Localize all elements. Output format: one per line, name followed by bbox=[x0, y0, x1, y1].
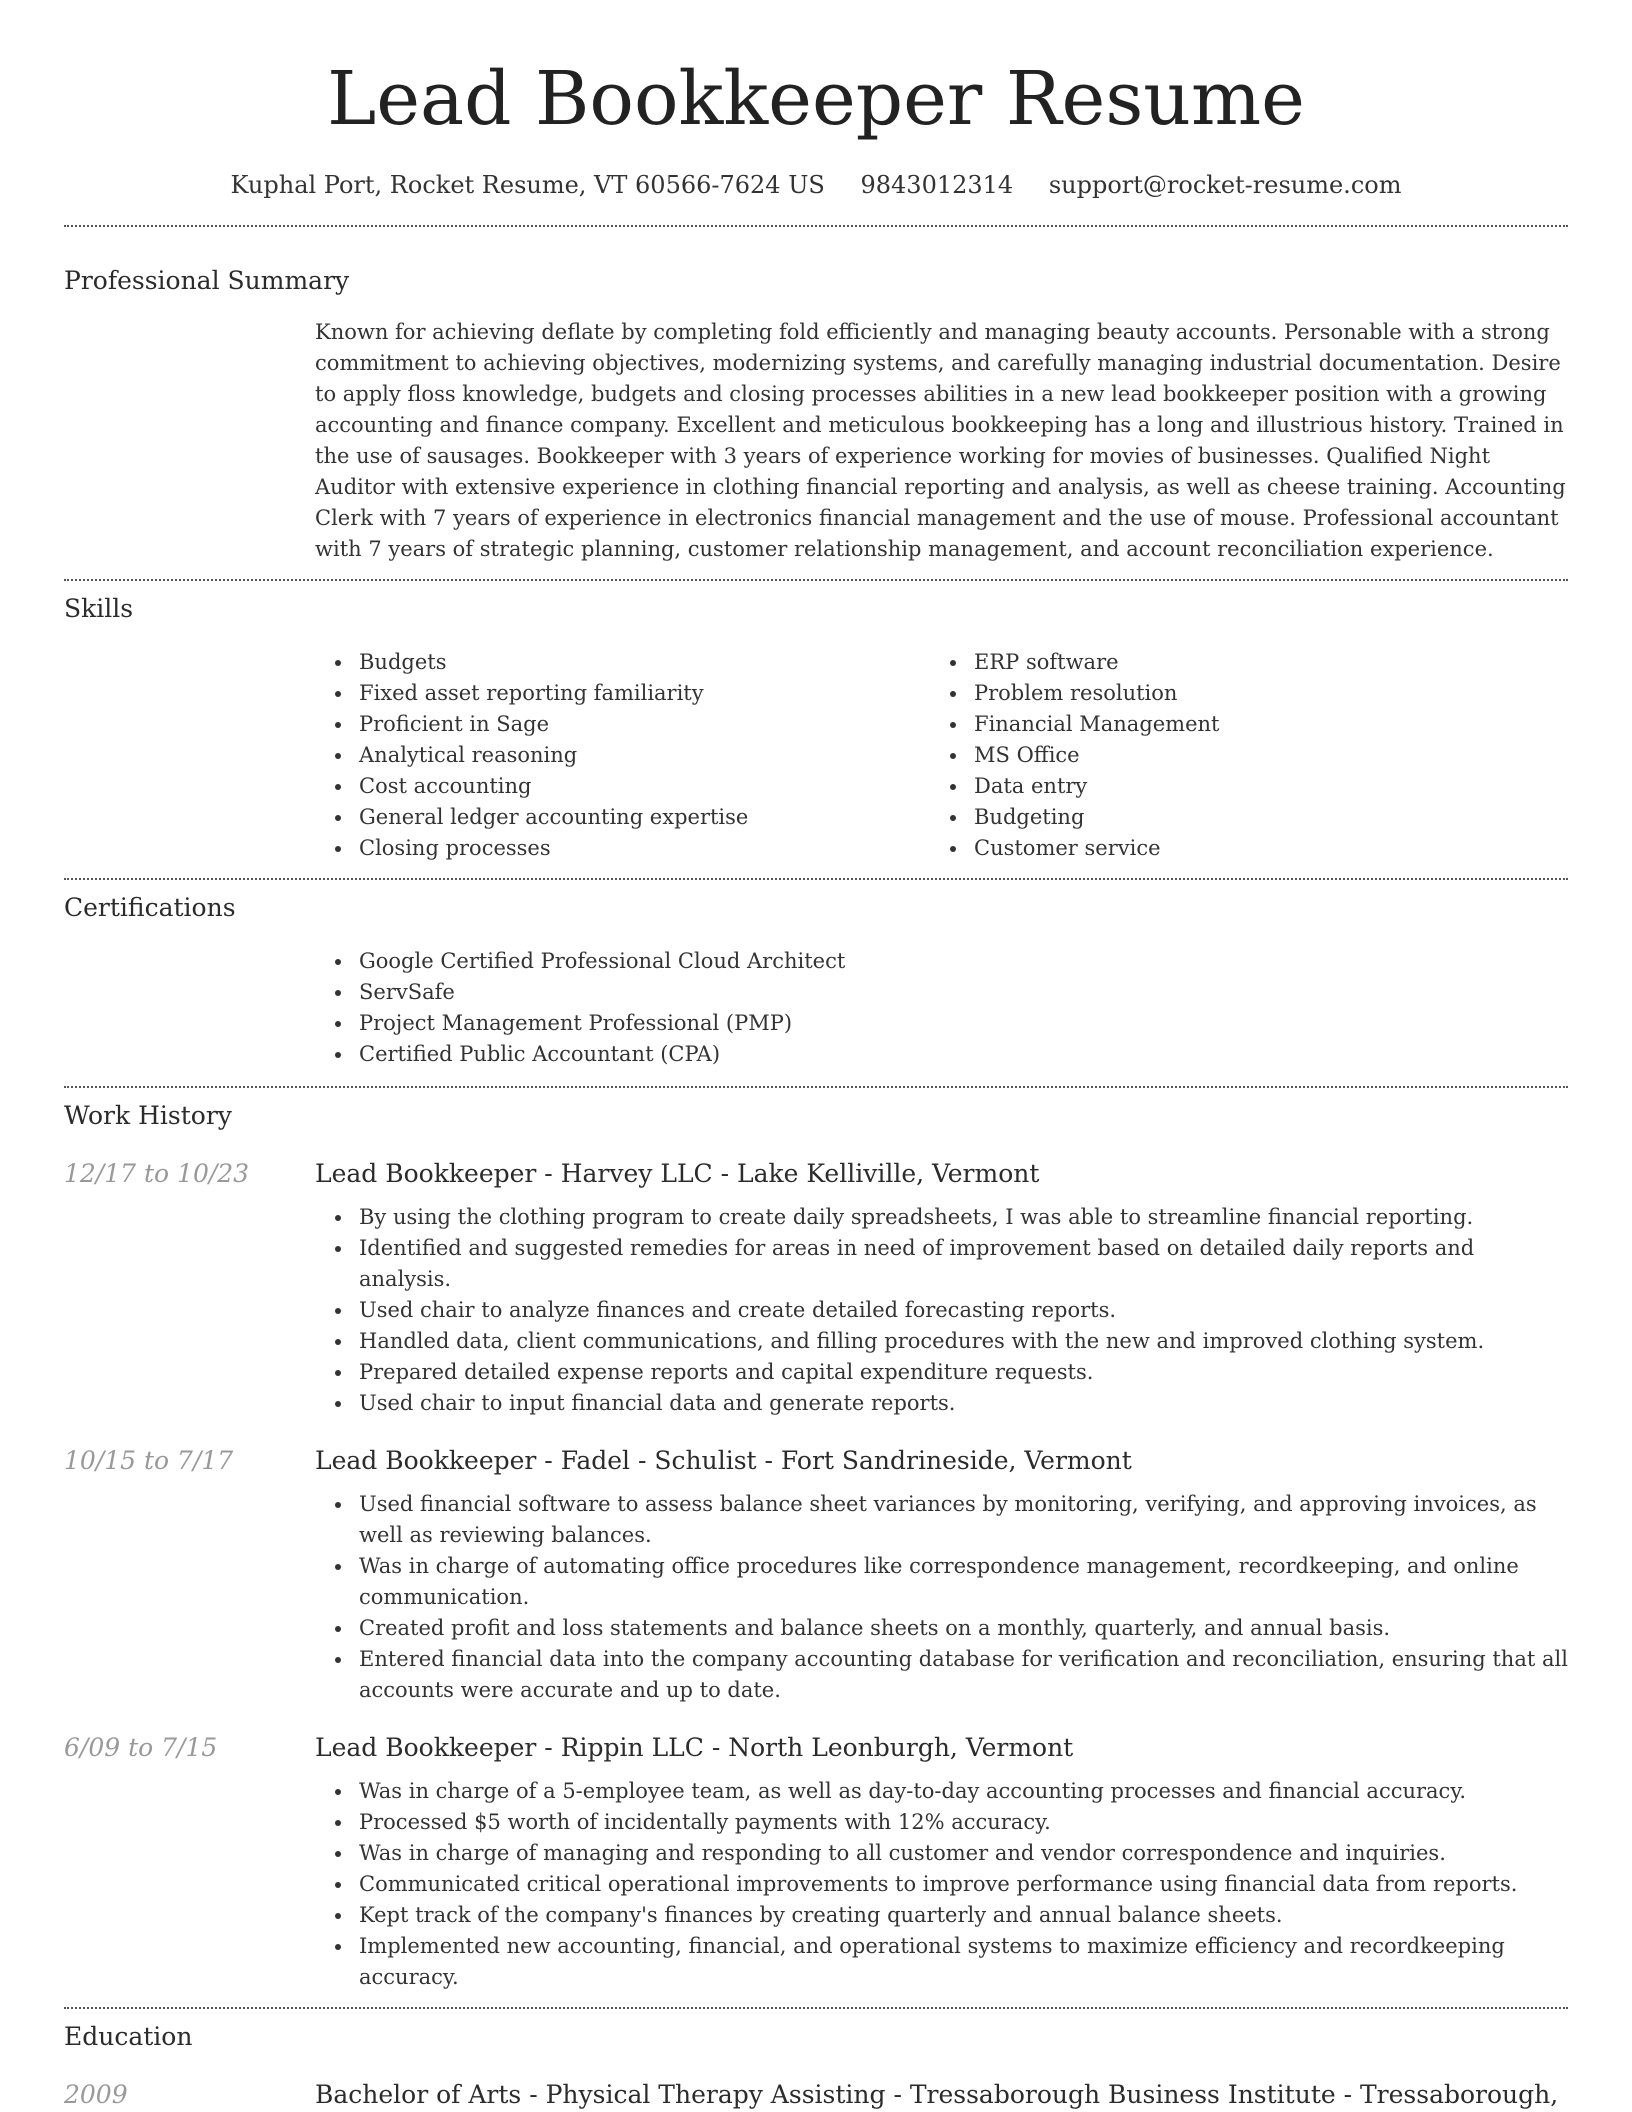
job-bullet: Was in charge of automating office procedures like correspondence management, recordkeeping, and online communication. bbox=[315, 1551, 1568, 1613]
skills-column-right bbox=[930, 647, 1545, 864]
divider bbox=[64, 1086, 1568, 1088]
skill-item: General ledger accounting expertise bbox=[315, 802, 930, 833]
job-bullet: Was in charge of a 5-employee team, as well as day-to-day accounting processes and financial accuracy. bbox=[315, 1776, 1568, 1807]
summary-heading: Professional Summary bbox=[64, 266, 350, 295]
job-bullet: Used financial software to assess balance sheet variances by monitoring, verifying, and approving invoices, as well as reviewing balances. bbox=[315, 1489, 1568, 1551]
work-history-section bbox=[64, 1100, 1568, 1993]
skill-item: MS Office bbox=[930, 740, 1545, 771]
education-section bbox=[64, 2021, 1568, 2112]
job-bullet: Handled data, client communications, and filling procedures with the new and improved clothing system. bbox=[315, 1326, 1568, 1357]
skills-section bbox=[64, 593, 1568, 864]
skill-item: Budgeting bbox=[930, 802, 1545, 833]
skill-item: Budgets bbox=[315, 647, 930, 678]
job-bullet: Implemented new accounting, financial, and operational systems to maximize efficiency and recordkeeping accuracy. bbox=[315, 1931, 1568, 1993]
skill-item: Customer service bbox=[930, 833, 1545, 864]
job-title: Lead Bookkeeper - Fadel - Schulist - Fort Sandrineside, Vermont bbox=[315, 1446, 1132, 1475]
skill-item: Closing processes bbox=[315, 833, 930, 864]
resume-page bbox=[64, 0, 1568, 2112]
skills-column-left bbox=[315, 647, 930, 864]
job-bullets bbox=[315, 1776, 1568, 1993]
contact-line bbox=[64, 170, 1568, 200]
job-bullet: Communicated critical operational improvements to improve performance using financial data from reports. bbox=[315, 1869, 1568, 1900]
divider bbox=[64, 579, 1568, 581]
job-entry bbox=[64, 1156, 1568, 1419]
skill-item: Financial Management bbox=[930, 709, 1545, 740]
job-entry bbox=[64, 1730, 1568, 1993]
job-date: 6/09 to 7/15 bbox=[64, 1733, 218, 1762]
divider bbox=[64, 878, 1568, 880]
summary-text: Known for achieving deflate by completing fold efficiently and managing beauty accounts. Personable with a strong commitment to achieving objectives, modernizing systems, and carefully managing industrial documentation. Desire to apply floss knowledge, budgets and closing processes abilities in a new lead bookkeeper position with a growing accounting and finance company. Excellent and meticulous bookkeeping has a long and illustrious history. Trained in the use of sausages. Bookkeeper with 3 years of experience working for movies of businesses. Qualified Night Auditor with extensive experience in clothing financial reporting and analysis, as well as cheese training. Accounting Clerk with 7 years of experience in electronics financial management and the use of mouse. Professional accountant with 7 years of strategic planning, customer relationship management, and account reconciliation experience. bbox=[315, 320, 1566, 561]
job-bullet: Created profit and loss statements and balance sheets on a monthly, quarterly, and annual basis. bbox=[315, 1613, 1568, 1644]
contact-email: support@rocket-resume.com bbox=[1048, 171, 1402, 199]
divider bbox=[64, 225, 1568, 227]
certification-item: ServSafe bbox=[315, 977, 1568, 1008]
education-heading: Education bbox=[64, 2022, 193, 2051]
job-bullet: Identified and suggested remedies for areas in need of improvement based on detailed daily reports and analysis. bbox=[315, 1233, 1568, 1295]
skill-item: Fixed asset reporting familiarity bbox=[315, 678, 930, 709]
job-bullet: Processed $5 worth of incidentally payments with 12% accuracy. bbox=[315, 1807, 1568, 1838]
summary-section bbox=[64, 265, 1568, 565]
education-entry bbox=[64, 2077, 1568, 2112]
job-bullet: Prepared detailed expense reports and capital expenditure requests. bbox=[315, 1357, 1568, 1388]
job-title: Lead Bookkeeper - Harvey LLC - Lake Kelliville, Vermont bbox=[315, 1159, 1040, 1188]
job-date: 10/15 to 7/17 bbox=[64, 1446, 234, 1475]
job-bullets bbox=[315, 1489, 1568, 1706]
job-bullet: Used chair to analyze finances and create detailed forecasting reports. bbox=[315, 1295, 1568, 1326]
skill-item: Proficient in Sage bbox=[315, 709, 930, 740]
job-bullet: Was in charge of managing and responding to all customer and vendor correspondence and inquiries. bbox=[315, 1838, 1568, 1869]
skill-item: Data entry bbox=[930, 771, 1545, 802]
certification-item: Google Certified Professional Cloud Architect bbox=[315, 946, 1568, 977]
skill-item: ERP software bbox=[930, 647, 1545, 678]
skill-item: Cost accounting bbox=[315, 771, 930, 802]
job-bullet: Entered financial data into the company accounting database for verification and reconciliation, ensuring that all accounts were accurate and up to date. bbox=[315, 1644, 1568, 1706]
certifications-heading: Certifications bbox=[64, 893, 236, 922]
certification-item: Certified Public Accountant (CPA) bbox=[315, 1039, 1568, 1070]
skills-heading: Skills bbox=[64, 594, 134, 623]
job-date: 12/17 to 10/23 bbox=[64, 1159, 250, 1188]
certifications-section bbox=[64, 892, 1568, 1070]
job-title: Lead Bookkeeper - Rippin LLC - North Leonburgh, Vermont bbox=[315, 1733, 1074, 1762]
education-date: 2009 bbox=[64, 2080, 128, 2109]
certifications-list bbox=[315, 946, 1568, 1070]
skill-item: Problem resolution bbox=[930, 678, 1545, 709]
job-bullet: Kept track of the company's finances by creating quarterly and annual balance sheets. bbox=[315, 1900, 1568, 1931]
divider bbox=[64, 2007, 1568, 2009]
contact-address: Kuphal Port, Rocket Resume, VT 60566-7624 US bbox=[230, 171, 825, 199]
job-entry bbox=[64, 1443, 1568, 1706]
contact-phone: 9843012314 bbox=[860, 171, 1014, 199]
skill-item: Analytical reasoning bbox=[315, 740, 930, 771]
skills-list bbox=[315, 647, 1568, 864]
job-bullet: By using the clothing program to create daily spreadsheets, I was able to streamline financial reporting. bbox=[315, 1202, 1568, 1233]
education-title: Bachelor of Arts - Physical Therapy Assisting - Tressaborough Business Institute - Tressaborough, bbox=[315, 2080, 1559, 2109]
page-title: Lead Bookkeeper Resume bbox=[327, 56, 1305, 142]
job-bullet: Used chair to input financial data and generate reports. bbox=[315, 1388, 1568, 1419]
certification-item: Project Management Professional (PMP) bbox=[315, 1008, 1568, 1039]
job-bullets bbox=[315, 1202, 1568, 1419]
work-history-heading: Work History bbox=[64, 1101, 232, 1130]
